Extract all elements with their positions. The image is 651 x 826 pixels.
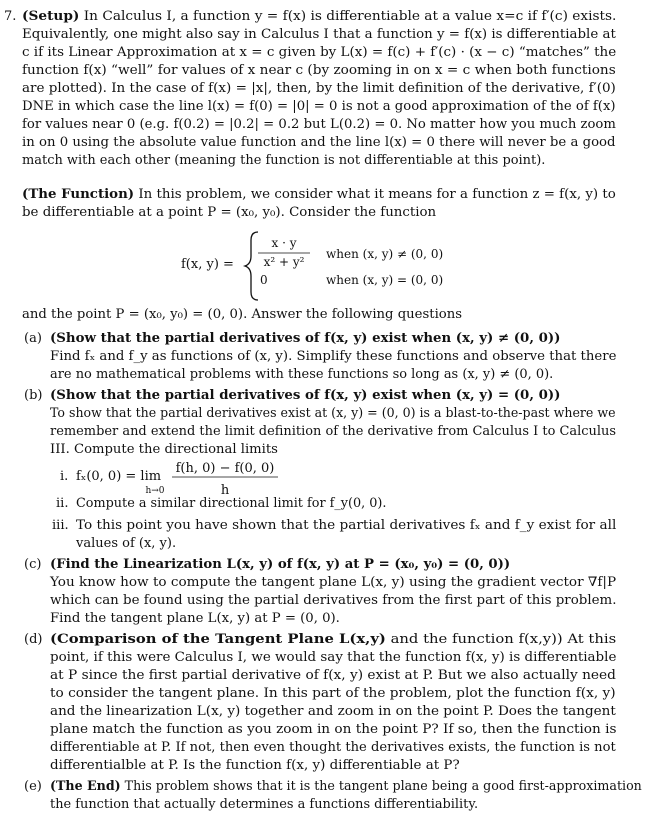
piecewise-lhs: f(x, y) = [181, 257, 234, 272]
part-d-line-7: differentialble at P. Is the function f(x, y) differentiable at P? [50, 758, 460, 773]
part-b-iii-line-1: values of (x, y). [76, 536, 177, 551]
intro-line-2: c if its Linear Approximation at x = c given by L(x) = f(c) + f′(c) · (x − c) “matches” the [22, 45, 617, 60]
piecewise-case2-cond: when (x, y) = (0, 0) [326, 273, 444, 287]
part-c-label: (c) [24, 557, 42, 572]
after-function: and the point P = (x₀, y₀) = (0, 0). Answer the following questions [22, 307, 463, 322]
part-c-line-1: You know how to compute the tangent plane L(x, y) using the gradient vector ∇f|P [50, 575, 617, 590]
part-a-line-1: Find fₓ and f_y as functions of (x, y). Simplify these functions and observe that there [50, 349, 617, 364]
part-b-line-0: (Show that the partial derivatives of f(x, y) exist when (x, y) = (0, 0)) [50, 388, 561, 403]
part-b-i-limit-sub: h→0 [145, 486, 165, 496]
part-d-line-0-heading: (Comparison of the Tangent Plane L(x,y) [50, 632, 386, 647]
part-e-line-1: the function that actually determines a functions differentiability. [50, 797, 479, 812]
piecewise-case1-cond: when (x, y) ≠ (0, 0) [326, 247, 444, 261]
part-b-line-1: To show that the partial derivatives exist at (x, y) = (0, 0) is a blast-to-the-past where we [50, 406, 616, 421]
part-d-line-1: point, if this were Calculus I, we would say that the function f(x, y) is differentiable [50, 650, 617, 665]
part-d-line-5: plane match the function as you zoom in on the point P? If so, then the function is [50, 722, 617, 737]
part-a-line-0: (Show that the partial derivatives of f(x, y) exist when (x, y) ≠ (0, 0)) [50, 331, 561, 346]
part-d-line-2: at P since the first partial derivative of f(x, y) exist at P. But we also actually need [50, 668, 616, 683]
intro-line-3: function f(x) “well” for values of x near c (by zooming in on x = c when both functions [22, 63, 616, 78]
function-line-1: be differentiable at a point P = (x₀, y₀). Consider the function [22, 205, 437, 220]
intro-line-0 [22, 8, 616, 26]
part-b-line-2: remember and extend the limit definition of the derivative from Calculus I to Calculus [50, 424, 617, 439]
part-d-line-0-body: and the function f(x,y)) At this [385, 632, 617, 647]
part-a-line-2: are no mathematical problems with these functions so long as (x, y) ≠ (0, 0). [50, 367, 554, 382]
part-d-line-4: and the linearization L(x, y) together and zoom in on the point P. Does the tangent [50, 704, 616, 719]
part-d-label: (d) [24, 632, 43, 647]
intro-line-7: in on 0 using the absolute value function and the line l(x) = 0 there will never be a good [22, 135, 616, 150]
problem-number: 7. [4, 9, 17, 24]
intro-line-0-body: In Calculus I, a function y = f(x) is differentiable at a value x=c if f′(c) exists. [79, 9, 617, 24]
part-b-iii-line-0: To this point you have shown that the partial derivatives fₓ and f_y exist for all [76, 518, 617, 533]
function-line-0-body: In this problem, we consider what it means for a function z = f(x, y) to [134, 187, 616, 202]
brace-icon [245, 232, 258, 300]
part-c-line-0: (Find the Linearization L(x, y) of f(x, y) at P = (x₀, y₀) = (0, 0)) [50, 557, 511, 572]
intro-line-4: are plotted). In the case of f(x) = |x|, then, by the limit definition of the derivative, f′(0) [22, 81, 616, 96]
intro-line-1: Equivalently, one might also say in Calculus I that a function y = f(x) is differentiable at [22, 27, 616, 42]
part-b-i-numerator: f(h, 0) − f(0, 0) [175, 461, 275, 476]
part-d-line-3: to consider the tangent plane. In this part of the problem, plot the function f(x, y) [50, 686, 616, 701]
part-d-line-6: differentiable at P. If not, then even thought the derivatives exists, the function is not [50, 740, 616, 755]
part-d-line-0 [50, 631, 616, 649]
intro-line-5: DNE in which case the line l(x) = f(0) = |0| = 0 is not a good approximation of the of f(x) [22, 99, 616, 114]
part-b-label: (b) [24, 388, 43, 403]
part-c-line-3: Find the tangent plane L(x, y) at P = (0, 0). [50, 611, 340, 626]
function-line-0-heading: (The Function) [22, 187, 135, 202]
part-b-i-denominator: h [220, 483, 230, 498]
part-b-i-lhs: fₓ(0, 0) = lim [76, 469, 162, 484]
part-b-ii-label: ii. [56, 496, 69, 511]
part-a-label: (a) [24, 331, 42, 346]
part-b-line-3: III. Compute the directional limits [50, 442, 278, 457]
part-e-line-0 [50, 778, 642, 796]
part-b-i-label: i. [60, 469, 69, 484]
part-e-label: (e) [24, 779, 42, 794]
piecewise-denominator: x² + y² [263, 255, 305, 269]
part-e-line-0-body: This problem shows that it is the tangent plane being a good first-approximation [120, 779, 642, 794]
intro-line-0-heading: (Setup) [22, 9, 80, 24]
part-b-ii-text: Compute a similar directional limit for f_y(0, 0). [76, 496, 387, 511]
part-b-iii-label: iii. [52, 518, 69, 533]
function-line-0 [22, 186, 616, 204]
part-c-line-2: which can be found using the partial derivatives from the first part of this problem. [50, 593, 617, 608]
piecewise-case2-value: 0 [260, 273, 268, 287]
part-e-line-0-heading: (The End) [50, 779, 121, 794]
intro-line-8: match with each other (meaning the function is not differentiable at this point). [22, 153, 546, 168]
intro-line-6: for values near 0 (e.g. f(0.2) = |0.2| = 0.2 but L(0.2) = 0. No matter how you much zoom [22, 117, 616, 132]
piecewise-numerator: x · y [271, 236, 297, 250]
